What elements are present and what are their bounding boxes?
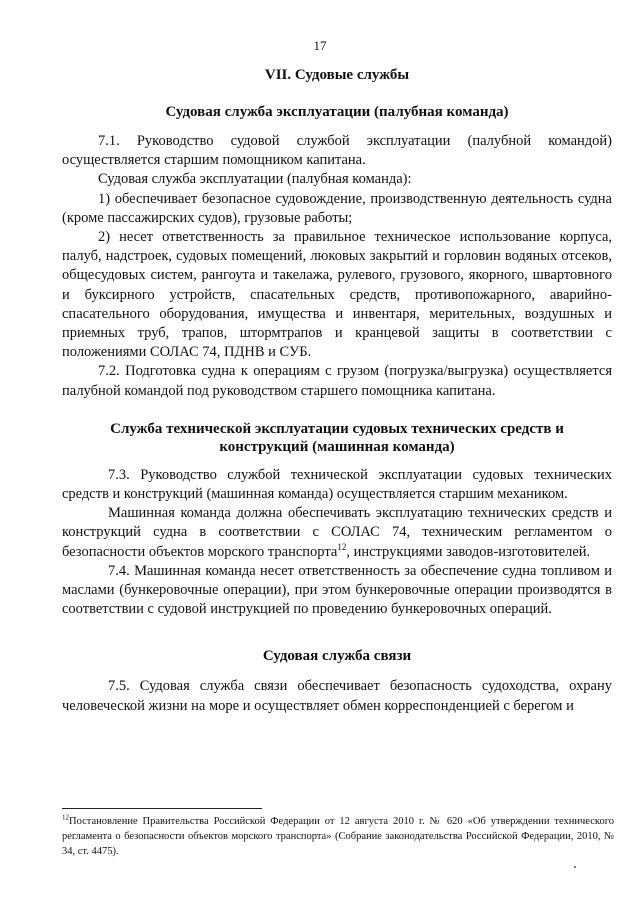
footnote-text: Постановление Правительства Российской Федерации от 12 августа 2010 г. № 620 «Об утверждении технического регламента о безопасности объектов морского транспорта» (Собрание законодательства Российской Федерации, 2010, № 34, ст. 4475). [62,816,614,857]
subsection-title-technical-line1: Служба технической эксплуатации судовых технических средств и [110,420,564,437]
footnote-divider [62,808,262,809]
paragraph-7-5: 7.5. Судовая служба связи обеспечивает безопасность судоходства, охрану человеческой жизни на море и осуществляет обмен корреспонденцией с берегом и [62,678,612,714]
scan-speck [574,866,576,868]
paragraph-7-1: 7.1. Руководство судовой службой эксплуатации (палубной командой) осуществляется старшим помощником капитана. [62,133,612,169]
paragraph-7-3: 7.3. Руководство службой технической эксплуатации судовых технических средств и конструкций (машинная команда) осуществляется старшим механиком. [62,466,612,503]
subsection-title-communications: Судовая служба связи [262,648,412,665]
subsection-title-operations: Судовая служба эксплуатации (палубная команда) [165,104,509,120]
subsection-title-technical [62,420,612,456]
list-item-1: 1) обеспечивает безопасное судовождение, производственную деятельность судна (кроме пассажирских судов), грузовые работы; [62,190,612,226]
page-number: 17 [313,38,327,53]
footnote-reference: 12 [337,541,347,552]
list-item-2: 2) несет ответственность за правильное техническое использование корпуса, палуб, надстроек, судовых помещений, люковых закрытий и горловин водяных отсеков, общесудовых систем, рангоута и такелажа, рулевого, грузового, якорного, швартовного и буксирного устройств, спасательных средств, противопожарного, аварийно-спасательного оборудования, имущества и инвентаря, мерительных, воздушных и приемных труб, трапов, штормтрапов и кранцевой защиты в соответствии с положениями СОЛАС 74, ПДНВ и СУБ. [62,229,612,361]
paragraph-engine-crew-text: Машинная команда должна обеспечивать эксплуатацию технических средств и конструкций судна в соответствии с СОЛАС 74, техническим регламентом о безопасности объектов морского транспорта [62,505,612,560]
paragraph-7-4: 7.4. Машинная команда несет ответственность за обеспечение судна топливом и маслами (бункеровочные операции), при этом бункеровочные операции производятся в соответствии с судовой инструкцией по проведению бункеровочных операций. [62,562,612,618]
page-content [62,64,612,716]
subsection-title-technical-line2: конструкций (машинная команда) [219,438,455,455]
paragraph-engine-crew [62,504,612,562]
paragraph-deck-intro: Судовая служба эксплуатации (палубная команда): [98,171,412,188]
paragraph-engine-crew-tail: , инструкциями заводов-изготовителей. [346,543,591,560]
footnote [62,814,614,859]
paragraph-7-2: 7.2. Подготовка судна к операциям с грузом (погрузка/выгрузка) осуществляется палубной командой под руководством старшего помощника капитана. [62,363,612,399]
footnote-number: 12 [62,813,69,822]
section-title: VII. Судовые службы [264,67,410,83]
